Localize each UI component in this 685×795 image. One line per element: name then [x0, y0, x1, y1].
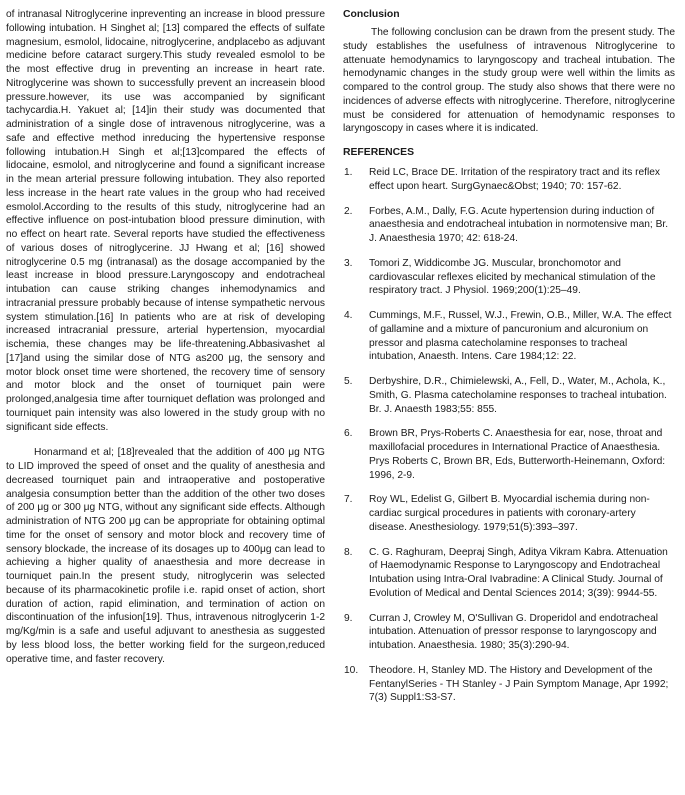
reference-number: 1. — [344, 167, 353, 178]
reference-item — [343, 664, 675, 705]
discussion-paragraph-1: of intranasal Nitroglycerine inpreventing an increase in blood pressure following intubation. H Singhet al; [13] compared the effects of sulfate magnesium, esmolol, lidocaine, nitroglycerine, andplacebo as adjuvant medicine before cataract surgery.This study revealed esmolol to be the most effective drug in preventing an increase in heart rate. Nitroglycerine was shown to successfully prevent an increasein blood pressure.however, its use was accompanied by significant tachycardia.H. Yakuet al; [14]in their study was documented that administration of a single dose of intravenous nitroglycerine, was a safe and effective method inreducing the hypertensive response following intubation.H Singh et al;[13]compared the effects of lidocaine, esmolol, and nitroglycerine and found a significant increase in the mean arterial pressure following intubation. They also reported less increase in the heart rate values in the group who had received esmolol.According to the results of this study, nitroglycerine had an effective influence on post-intubation blood pressure diminution, with no effect on heart rate. Several reports have studied the effectiveness of various doses of nitroglycerine. JJ Hwang et al; [16] showed nitroglycerine 0.5 mg (intranasal) as the dosage accompanied by the least increase in blood pressure.Laryngoscopy and endotracheal intubation can cause striking changes inhemodynamics and intracranial pressure probably because of intense sympathetic nervous system stimulation.[16] In patients who are at risk of developing increased intracranial pressure, arterial hypertension, myocardial ischemia, these changes may be life-threatening.Abbasivashet al [17]and using the similar dose of NTG as200 μg, the sensory and motor block onset time were shortened, the recovery time of sensory and motor block and the onset of tourniquet pain were prolonged,analgesia time after tourniquet deflation was prolonged and tourniquet pain intensity was also lowered in the study group with no significant side effects. — [6, 9, 325, 433]
reference-item — [343, 546, 675, 601]
conclusion-heading: Conclusion — [343, 9, 400, 20]
reference-text: Reid LC, Brace DE. Irritation of the respiratory tract and its reflex effect upon heart. SurgGynaec&Obst; 1940; 70: 157-62. — [369, 167, 661, 192]
reference-list — [343, 166, 675, 705]
reference-text: Roy WL, Edelist G, Gilbert B. Myocardial ischemia during non-cardiac surgical procedures in patients with coronary-artery disease. Anesthesiology. 1979;51(5):393–397. — [369, 494, 650, 533]
left-column — [6, 8, 325, 666]
reference-number: 8. — [344, 546, 353, 558]
reference-item — [343, 375, 675, 416]
reference-text: Cummings, M.F., Russel, W.J., Frewin, O.B., Miller, W.A. The effect of gallamine and a mixture of pancuronium and alcuronium on pressor and plasma catecholamine responses to tracheal intubation, Anaesth. Intens. Care 1984;12: 22. — [369, 310, 672, 363]
reference-number: 4. — [344, 310, 353, 321]
reference-number: 7. — [344, 494, 353, 506]
reference-item — [343, 493, 675, 534]
references-heading: REFERENCES — [343, 147, 415, 158]
reference-item — [343, 309, 675, 364]
reference-number: 10. — [344, 664, 359, 676]
reference-text: Brown BR, Prys-Roberts C. Anaesthesia for ear, nose, throat and maxillofacial procedures in International Practice of Anaesthesia. Prys Roberts C, Brown BR, Eds, Butterworth-Heinemann, Oxford: 1996, 2-9. — [369, 428, 666, 481]
reference-number: 9. — [344, 612, 353, 624]
reference-text: Theodore. H, Stanley MD. The History and Development of the FentanylSeries - TH Stanley - J Pain Symptom Manage, Apr 1992; 7(3) Suppl1:S3-S7. — [369, 664, 669, 704]
reference-text: Derbyshire, D.R., Chimielewski, A., Fell, D., Water, M., Achola, K., Smith, G. Plasma catecholamine responses to tracheal intubation. Br. J. Anaesth 1983;55: 855. — [369, 376, 667, 415]
reference-item — [343, 427, 675, 482]
reference-text: C. G. Raghuram, Deepraj Singh, Aditya Vikram Kabra. Attenuation of Haemodynamic Response to Laryngoscopy and Endotracheal Intubation using Intra-Oral Ivabradine: A Clinical Study. Journal of Evolution of Medical and Dental Sciences 2014; 3(39): 9944-55. — [369, 546, 668, 599]
reference-item — [343, 257, 675, 298]
reference-text: Curran J, Crowley M, O'Sullivan G. Droperidol and endotracheal intubation. Attenuation of pressor response to laryngoscopy and intubation. Anaesthesia. 1980; 35(3):290-94. — [369, 612, 659, 651]
reference-number: 3. — [344, 257, 353, 269]
reference-number: 5. — [344, 376, 353, 387]
right-column — [343, 8, 675, 716]
reference-item — [343, 166, 675, 194]
conclusion-text: The following conclusion can be drawn from the present study. The study establishes the usefulness of intravenous Nitroglycerine to attenuate hemodynamics to laryngoscopy and tracheal intubation. The hemodynamic changes in the study group were well within the limits as compared to the control group. The study also shows that there were no incidences of adverse effects with nitroglycerine. Therefore, nitroglycerine must be considered for attenuation of hemodynamic responses to laryngoscopy in cases where it is indicated. — [343, 27, 675, 135]
reference-number: 6. — [344, 428, 353, 440]
reference-item — [343, 612, 675, 653]
reference-item — [343, 205, 675, 246]
discussion-paragraph-2: Honarmand et al; [18]revealed that the addition of 400 μg NTG to LID improved the speed of onset and the quality of anesthesia and decreased tourniquet pain and intraoperative and postoperative analgesia consumption better than the addition of the other two doses of 200 μg or 300 μg NTG, without any significant side effects. Although administration of NTG 200 μg can be appropriate for obtaining optimal time for the onset of sensory and motor block and recovery time of sensory blockade, the increase of its dosages up to 400μg can lead to achieving a higher quality of anaesthesia and more decrease in tourniquet pain.In the present study, nitroglycerin was selected because of its pharmacokinetic profile i.e. rapid onset of action, short duration of action, rapid elimination, and termination of action on discontinuation of the infusion[19]. Thus, intravenous nitroglycerin 1-2 mg/Kg/min is a safe and useful adjuvant to anesthesia as suggested by less blood loss, the better working field for the surgeon,reduced operative time, and faster recovery. — [6, 447, 325, 665]
reference-number: 2. — [344, 205, 353, 217]
reference-text: Tomori Z, Widdicombe JG. Muscular, bronchomotor and cardiovascular reflexes elicited by mechanical stimulation of the respiratory tract. J Physiol. 1969;200(1):25–49. — [369, 257, 656, 297]
reference-text: Forbes, A.M., Dally, F.G. Acute hypertension during induction of anaesthesia and endotracheal intubation in normotensive man; Br. J. Anaesthesia 1970; 42: 618-24. — [369, 205, 669, 244]
